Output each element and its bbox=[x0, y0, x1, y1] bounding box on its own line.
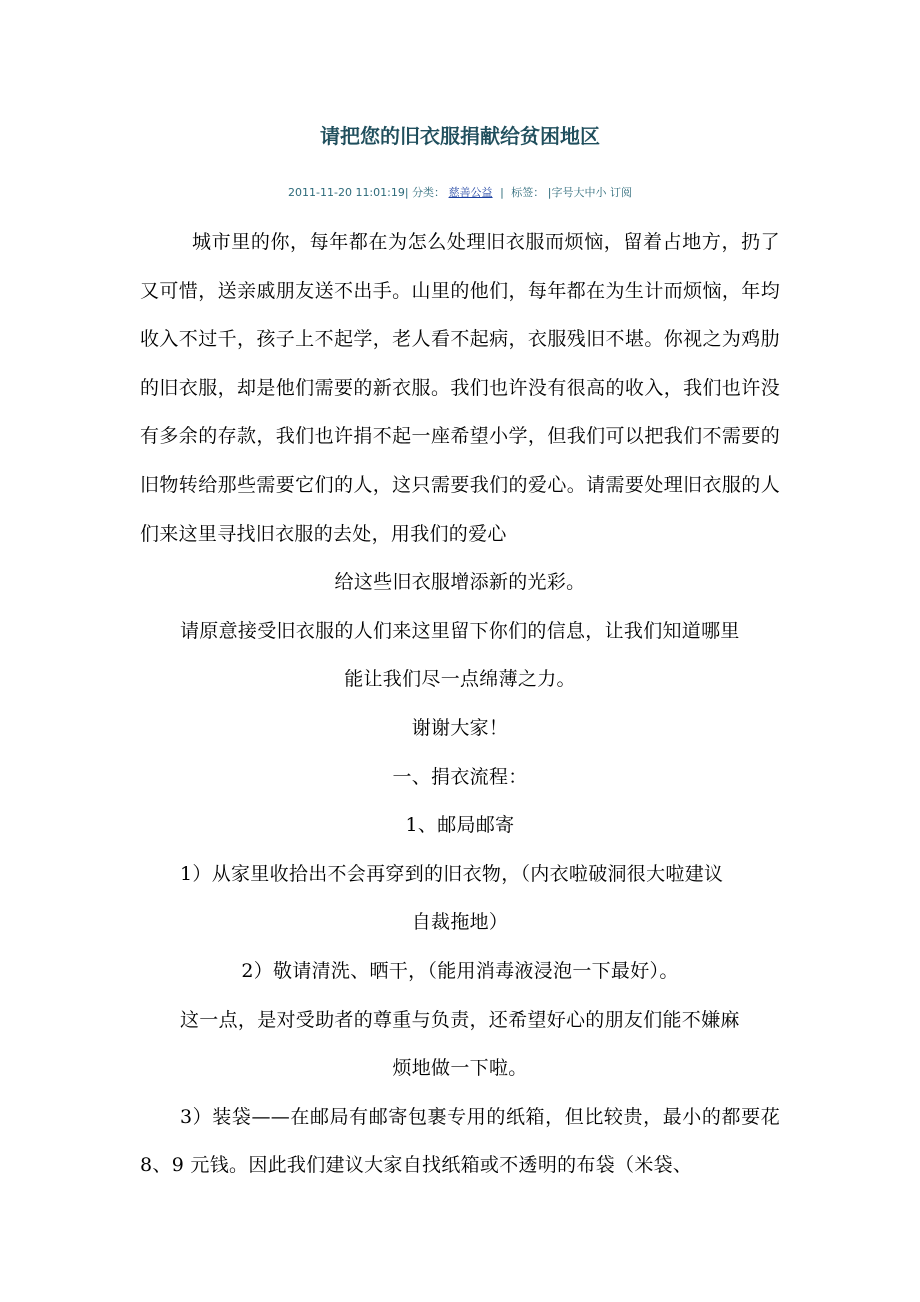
note-line: 这一点，是对受助者的尊重与负责，还希望好心的朋友们能不嫌麻 bbox=[180, 1008, 740, 1031]
note-line-end: 烦地做一下啦。 bbox=[392, 1057, 528, 1080]
article-title: 请把您的旧衣服捐献给贫困地区 bbox=[320, 124, 600, 148]
paragraph-request-end: 能让我们尽一点绵薄之力。 bbox=[344, 668, 576, 691]
step-3: 3）装袋——在邮局有邮寄包裹专用的纸箱，但比较贵，最小的都要花 8、9 元钱。因此我们建议大家自找纸箱或不透明的布袋（米袋、 bbox=[140, 1105, 780, 1177]
post-datetime: 2011-11-20 11:01:19| bbox=[288, 186, 409, 199]
article-body bbox=[140, 218, 780, 1190]
font-size-subscribe[interactable]: |字号大中小 订阅 bbox=[547, 186, 632, 199]
paragraph-request: 请原意接受旧衣服的人们来这里留下你们的信息，让我们知道哪里 bbox=[180, 619, 740, 642]
category-label: 分类： bbox=[412, 186, 446, 199]
step-1: 1）从家里收拾出不会再穿到的旧衣物，（内衣啦破洞很大啦建议 bbox=[180, 862, 724, 885]
subsection-heading: 1、邮局邮寄 bbox=[405, 814, 515, 837]
meta-separator: | bbox=[500, 186, 504, 199]
paragraph-intro-end: 给这些旧衣服增添新的光彩。 bbox=[334, 571, 586, 594]
paragraph-intro: 城市里的你，每年都在为怎么处理旧衣服而烦恼，留着占地方，扔了又可惜，送亲戚朋友送不出手。山里的他们，每年都在为生计而烦恼，年均收入不过千，孩子上不起学，老人看不起病，衣服残旧不堪。你视之为鸡肋的旧衣服，却是他们需要的新衣服。我们也许没有很高的收入，我们也许没有多余的存款，我们也许捐不起一座希望小学，但我们可以把我们不需要的旧物转给那些需要它们的人，这只需要我们的爱心。请需要处理旧衣服的人们来这里寻找旧衣服的去处，用我们的爱心 bbox=[140, 231, 780, 545]
step-2: 2）敬请清洗、晒干，（能用消毒液浸泡一下最好）。 bbox=[241, 959, 679, 982]
thanks-line: 谢谢大家！ bbox=[411, 716, 509, 739]
article-meta bbox=[0, 184, 920, 202]
section-heading: 一、捐衣流程： bbox=[392, 765, 528, 788]
step-1-end: 自裁拖地） bbox=[411, 911, 509, 934]
tags-label: 标签： bbox=[511, 186, 545, 199]
category-link[interactable]: 慈善公益 bbox=[448, 186, 493, 199]
